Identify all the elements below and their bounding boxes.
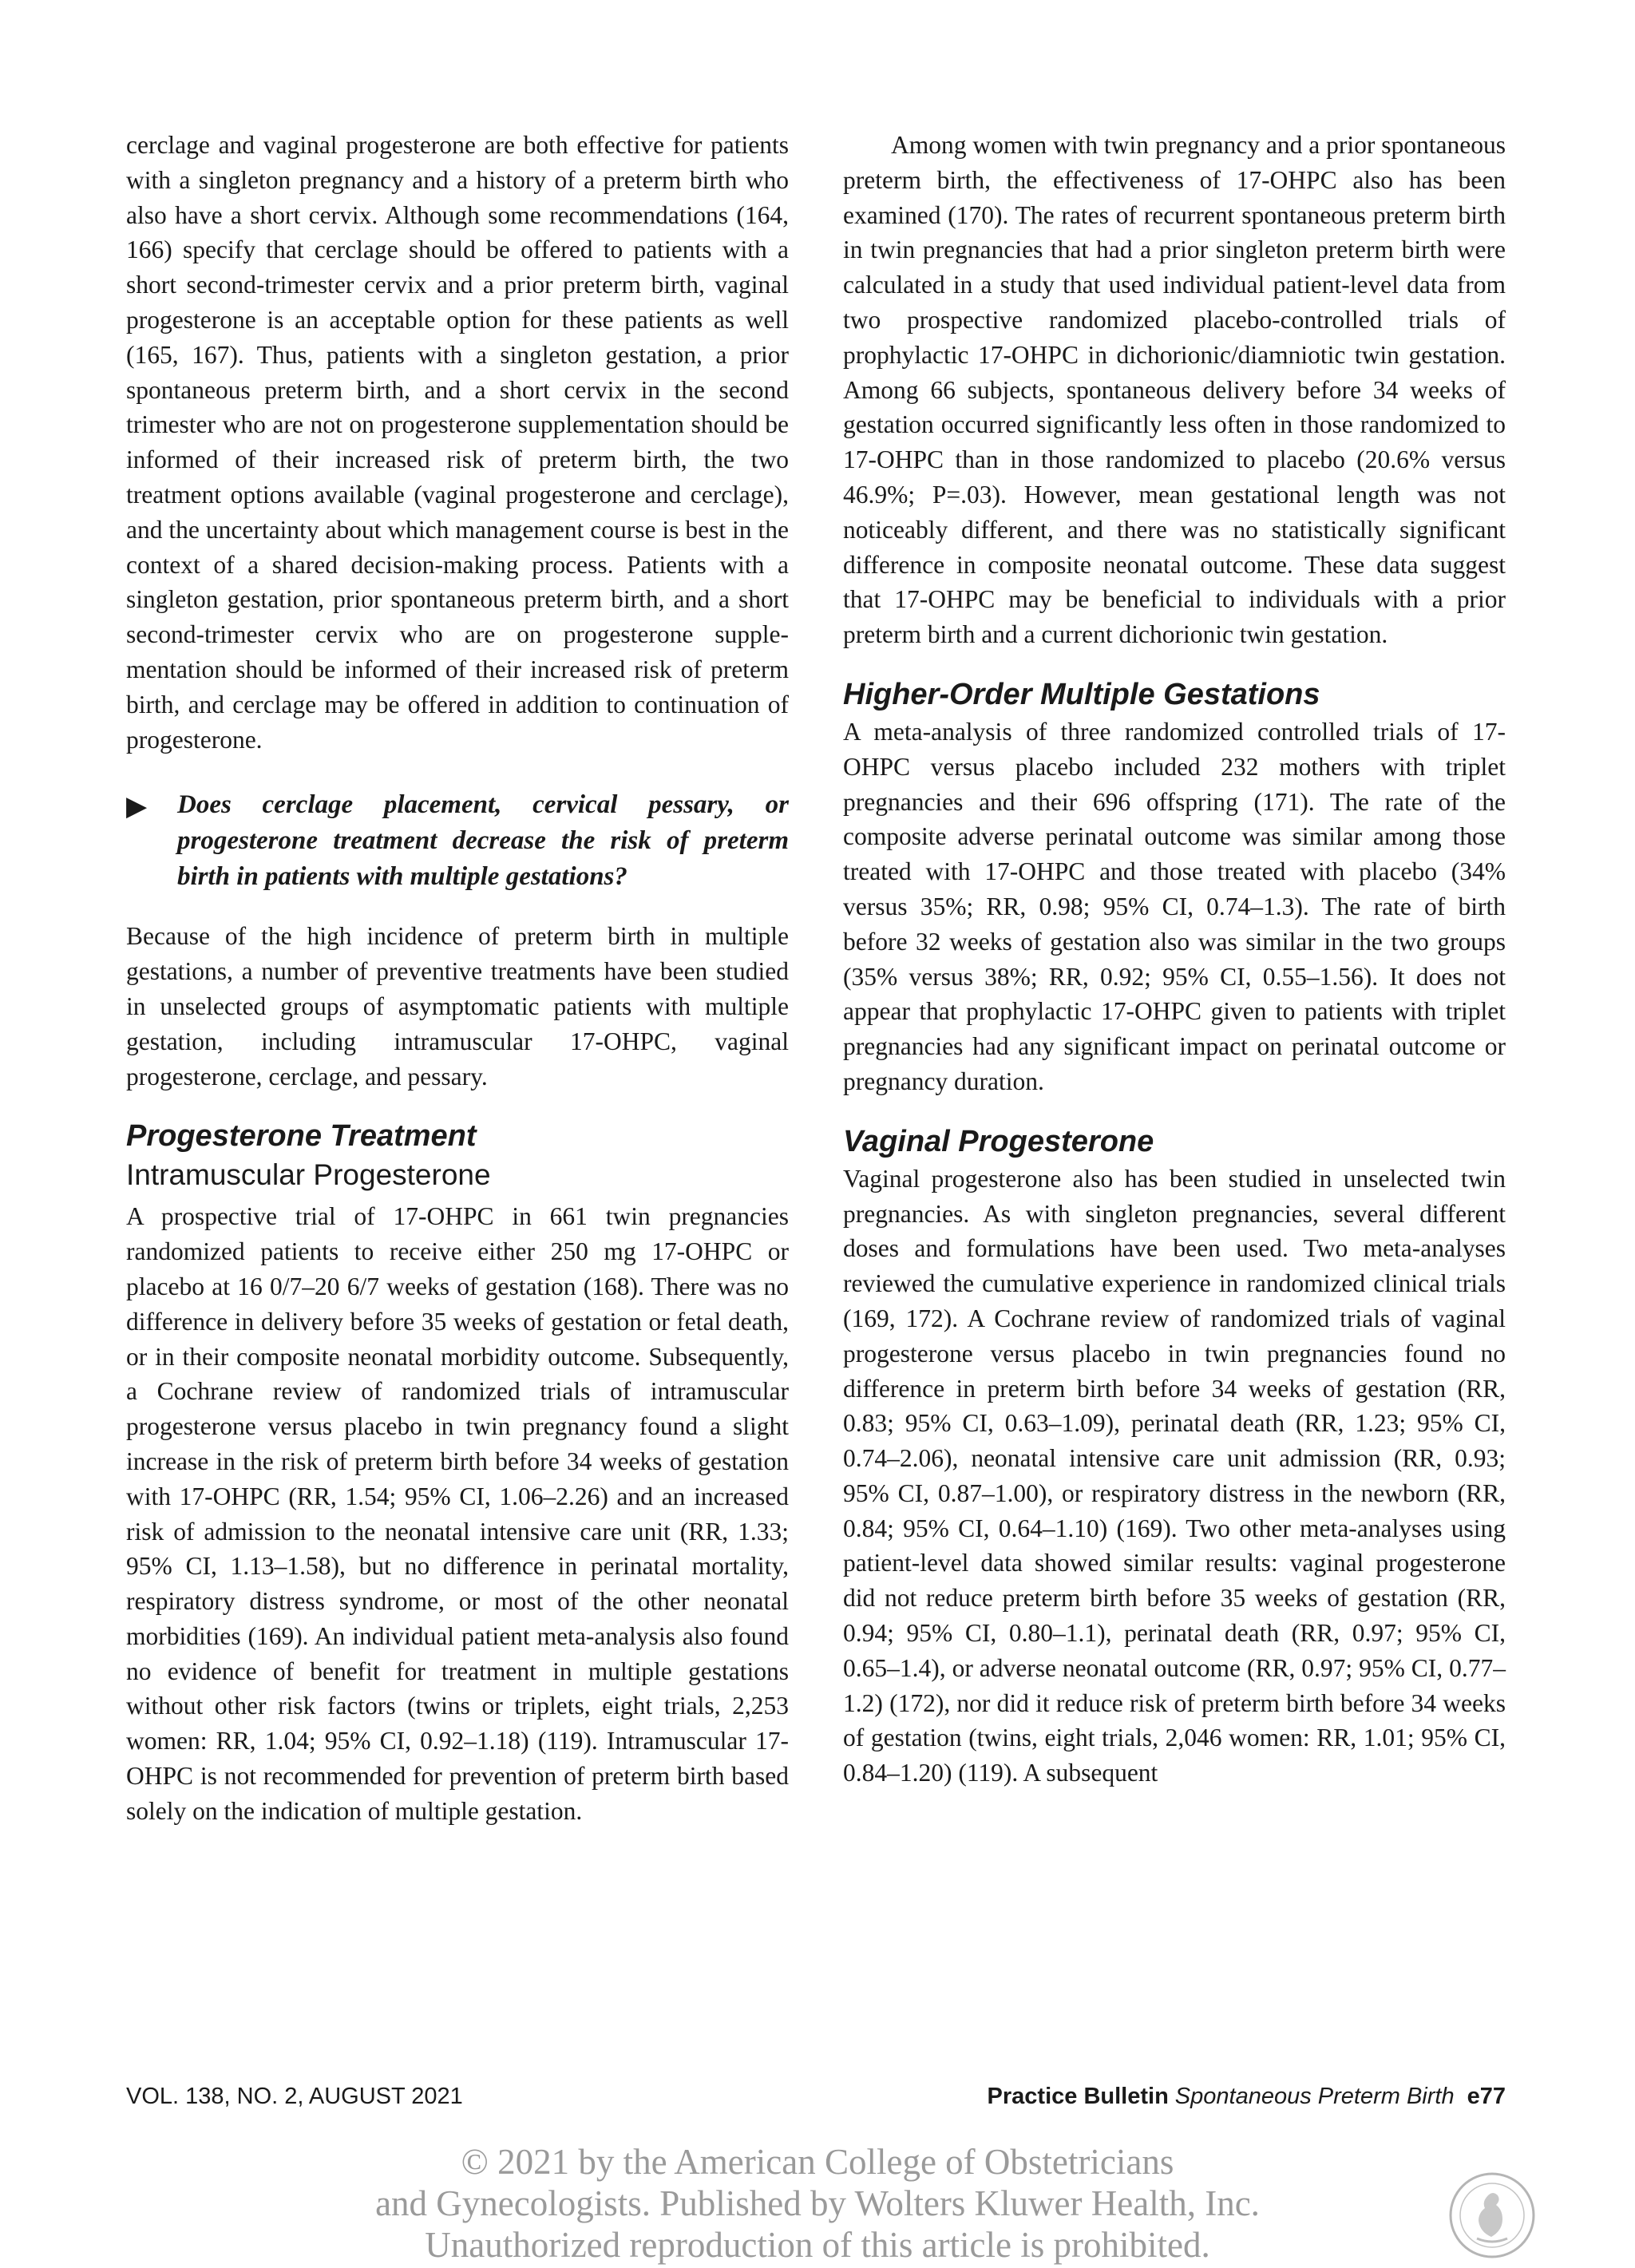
copyright-line-3: Unauthorized reproduction of this article is prohibited. <box>425 2225 1210 2265</box>
body-paragraph-intramuscular: A prospective trial of 17-OHPC in 661 twin pregnancies randomized patients to receive either 250 mg 17-OHPC or placebo at 16 0/7–20 6/7 weeks of gestation (168). There was no difference in delivery before 35 weeks of gestation or fetal death, or in their composite neonatal morbidity outcome. Subsequently, a Cochrane review of randomized trials of intramuscular progesterone versus placebo in twin pregnancy found a slight increase in the risk of preterm birth before 34 weeks of gestation with 17-OHPC (RR, 1.54; 95% CI, 1.06–2.26) and an increased risk of admission to the neonatal intensive care unit (RR, 1.33; 95% CI, 1.13–1.58), but no difference in perinatal mortality, respiratory distress syndrome, or most of the other neonatal morbidities (169). An individual patient meta-analysis also found no evidence of benefit for treatment in multiple gestations without other risk factors (twins or triplets, eight trials, 2,253 women: RR, 1.04; 95% CI, 0.92–1.18) (119). Intramuscular 17-OHPC is not recommended for prevention of preterm birth based solely on the indication of multiple gestation. <box>126 1202 789 1825</box>
body-paragraph-triplets: A meta-analysis of three randomized controlled trials of 17-OHPC versus placebo included 232 mothers with triplet pregnancies and their 696 offspring (171). The rate of the composite adverse perinatal outcome was similar among those treated with 17-OHPC and those treated with placebo (34% versus 35%; RR, 0.98; 95% CI, 0.74–1.3). The rate of birth before 32 weeks of gestation also was similar in the two groups (35% versus 38%; RR, 0.92; 95% CI, 0.55–1.56). It does not appear that prophylactic 17-OHPC given to patients with triplet pregnancies had any significant impact on perinatal outcome or pregnancy duration. <box>843 717 1506 1095</box>
copyright-line-2: and Gynecologists. Published by Wolters Kluwer Health, Inc. <box>375 2183 1260 2223</box>
body-paragraph-cerclage-progesterone: cerclage and vaginal progesterone are both effective for patients with a singleton pregnancy and a history of a preterm birth who also have a short cervix. Although some recommendations (164, 166) specify that cerclage should be offered to patients with a short second-trimester cervix and a prior preterm birth, vaginal progesterone is an acceptable option for these patients as well (165, 167). Thus, patients with a singleton gestation, a prior spontaneous preterm birth, and a short cervix in the second trimester who are not on progesterone supplementation should be informed of their increased risk of preterm birth, the two treatment options available (vaginal progesterone and cerclage), and the uncertainty about which management course is best in the context of a shared decision-making process. Patients with a singleton gestation, prior spontaneous preterm birth, and a short second-trimester cervix who are on progesterone supplementation should be informed of their increased risk of preterm birth, and cerclage may be offered in addition to continuation of progesterone. <box>126 131 789 754</box>
footer-volume: VOL. 138, NO. 2, AUGUST 2021 <box>126 2084 463 2109</box>
body-paragraph-multiple-gestations: Because of the high incidence of preterm birth in multiple gestations, a number of preventive treatments have been studied in unselected groups of asymptomatic patients with multiple gestation, including intramuscular 17-OHPC, vaginal progesterone, cerclage, and pessary. <box>126 922 789 1090</box>
copyright-line-1: © 2021 by the American College of Obstetricians <box>461 2142 1174 2182</box>
clinical-question <box>126 787 789 895</box>
clinical-question-text: Does cerclage placement, cervical pessary, or progesterone treatment decrease the risk of preterm birth in patients with multiple gestations? <box>177 790 789 892</box>
acog-seal-icon <box>1448 2171 1536 2259</box>
body-paragraph-twin-prior-preterm: Among women with twin pregnancy and a prior spontaneous preterm birth, the effectiveness of 17-OHPC also has been examined (170). The rates of recurrent spontaneous preterm birth in twin pregnancies that had a prior singleton preterm birth were calculated in a study that used individual patient-level data from two prospective randomized placebo-controlled trials of prophylactic 17-OHPC in dichorionic/diamniotic twin gestation. Among 66 subjects, spontaneous delivery before 34 weeks of gestation occurred significantly less often in those randomized to 17-OHPC than in those randomized to placebo (20.6% versus 46.9%; P=.03). However, mean gestational length was not noticeably different, and there was no statistically significant difference in composite neonatal outcome. These data suggest that 17-OHPC may be beneficial to individuals with a prior preterm birth and a current dichorionic twin gestation. <box>843 131 1506 649</box>
left-column <box>126 128 789 1829</box>
triangle-bullet-icon: ▶ <box>126 792 148 822</box>
section-heading-higher-order-multiple-gestations: Higher-Order Multiple Gestations <box>843 677 1320 711</box>
section-heading-progesterone-treatment: Progesterone Treatment <box>126 1119 477 1154</box>
footer-article-title: Spontaneous Preterm Birth <box>1174 2084 1455 2109</box>
body-paragraph-vaginal-progesterone: Vaginal progesterone also has been studied in unselected twin pregnancies. As with singleton pregnancies, several different doses and formulations have been used. Two meta-analyses reviewed the cumulative experience in randomized clinical trials (169, 172). A Cochrane review of randomized trials of vaginal progesterone versus placebo in twin pregnancies found no difference in preterm birth before 34 weeks of gestation (RR, 0.83; 95% CI, 0.63–1.09), perinatal death (RR, 1.23; 95% CI, 0.74–2.06), neonatal intensive care unit admission (RR, 0.93; 95% CI, 0.87–1.00), or respiratory distress in the newborn (RR, 0.84; 95% CI, 0.64–1.10) (169). Two other meta-analyses using patient-level data showed similar results: vaginal progesterone did not reduce preterm birth before 35 weeks of gestation (RR, 0.94; 95% CI, 0.80–1.1), perinatal death (RR, 0.97; 95% CI, 0.65–1.4), or adverse neonatal outcome (RR, 0.97; 95% CI, 0.77–1.2) (172), nor did it reduce risk of preterm birth before 34 weeks of gestation (twins, eight trials, 2,046 women: RR, 1.01; 95% CI, 0.84–1.20) (119). A subsequent <box>843 1164 1506 1787</box>
copyright-watermark <box>0 2141 1635 2266</box>
subheading-intramuscular-progesterone: Intramuscular Progesterone <box>126 1158 491 1192</box>
footer-bulletin-label: Practice Bulletin <box>987 2084 1169 2109</box>
footer-page-number: e77 <box>1467 2084 1506 2109</box>
section-heading-vaginal-progesterone: Vaginal Progesterone <box>843 1124 1154 1158</box>
footer-running-title <box>988 2082 1506 2111</box>
right-column <box>843 128 1506 1791</box>
